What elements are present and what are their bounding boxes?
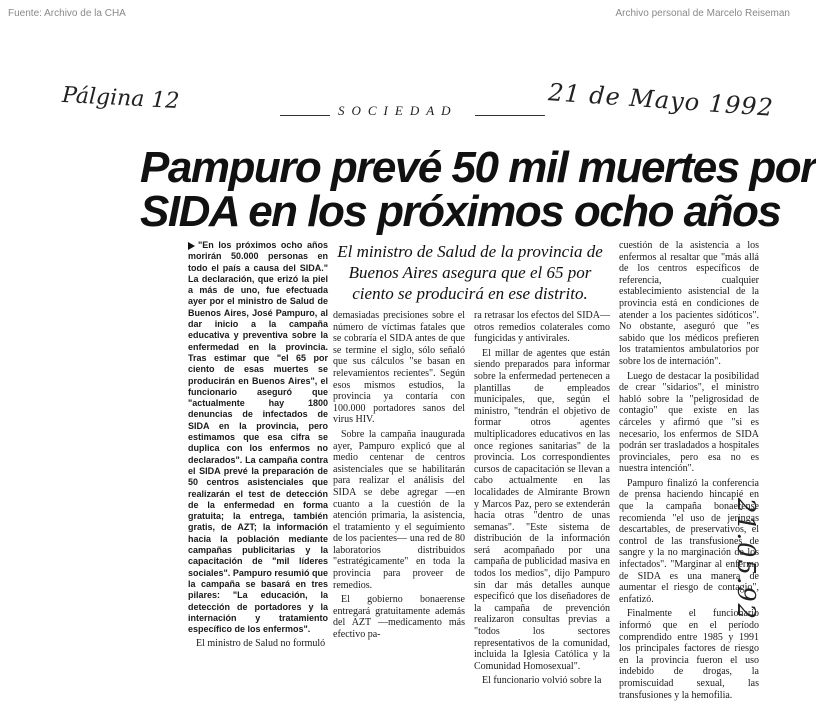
- paragraph: Sobre la campaña inaugurada ayer, Pampuro explicó que al medio centenar de centros asistenciales que se habilitarán para realizar el análisis del SIDA se debe agregar —en cuanto a la cuestión de la atención primaria, la asistencia, el tratamiento y el seguimiento de los pacientes— una red de 80 laboratorios distribuidos "estratégicamente" en toda la provincia para proveer de remedios.: [333, 428, 465, 591]
- headline-line-1: Pampuro prevé 50 mil muertes por: [140, 143, 816, 192]
- article-column-2: [333, 310, 465, 644]
- handwritten-side-date: 21.05.92: [732, 498, 760, 621]
- section-label: SOCIEDAD: [338, 103, 458, 118]
- paragraph: Pampuro finalizó la conferencia de prensa haciendo hincapié en que la campaña bonaerense recomienda "el uso de jeringas descartables, de preservativos, el control de las transfusiones de sangre y la no marginación de los infectados". "Marginar al enfermo de SIDA es una manera de aumentar el riesgo de contagio", enfatizó.: [619, 477, 759, 605]
- paragraph: Finalmente el funcionario informó que en el período comprendido entre 1985 y 1991 los principales factores de riesgo en la provincia fueron el uso indebido de drogas, la promiscuidad sexual, las transfusiones y la hemofilia.: [619, 608, 759, 701]
- paragraph: El ministro de Salud no formuló: [196, 638, 326, 650]
- section-rule-left: [280, 115, 330, 116]
- article-column-3: [474, 310, 610, 690]
- article-column-1: [188, 240, 328, 653]
- paragraph: demasiadas precisiones sobre el número de víctimas fatales que se cobraría el SIDA antes de que se termine el siglo, sólo señaló que sus cálculos "se basan en relevamientos recientes". Según esos mismos estudios, la provincia ya contaría con 100.000 portadores sanos del virus HIV.: [333, 310, 465, 426]
- paragraph: cuestión de la asistencia a los enfermos al resaltar que "más allá de los centros específicos de referencia, cualquier establecimiento asistencial de la provincia está en condiciones de atender a los pacientes sidóticos". No obstante, aseguró que "es sabido que los médicos prefieren los tratamientos ambulatorios por sobre los de internación".: [619, 240, 759, 367]
- subheadline: El ministro de Salud de la provincia de Buenos Aires asegura que el 65 por ciento se producirá en ese distrito.: [337, 242, 603, 303]
- handwritten-page-note: Pálgina 12: [61, 82, 180, 115]
- paragraph: El gobierno bonaerense entregará gratuitamente además del AZT —medicamento más efectivo pa-: [333, 594, 465, 641]
- paragraph: El funcionario volvió sobre la: [482, 675, 602, 687]
- paragraph-text: "En los próximos ocho años morirán 50.000 personas en todo el país a causa del SIDA." La declaración, que erizó la piel a más de uno, fue efectuada ayer por el ministro de Salud de Buenos Aires, José Pampuro, al dar inicio a la campaña educativa y preventiva sobre la enfermedad en la provincia. Tras estimar que "el 65 por ciento de esas muertes se producirán en Buenos Aires", el funcionario aseguró que "actualmente hay 1800 denuncias de infectados de SIDA en la provincia, pero estimamos que esa cifra se duplica con los enfermos no declarados". La campaña contra el SIDA prevé la preparación de 50 centros asistenciales que realizarán el test de detección de la enfermedad en forma gratuita; la entrega, también gratis, de AZT; la información hacia la población mediante campañas publicitarias y la capacitación de "mil líderes sociales". Pampuro resumió que la campaña se basará en tres pilares: "La educación, la detección de portadores y la internación y tratamiento específico de los enfermos".: [188, 240, 328, 635]
- headline-line-2: SIDA en los próximos ocho años: [140, 187, 781, 236]
- paragraph: El millar de agentes que están siendo preparados para informar sobre la enfermedad pertenecen a plantillas de empleados municipales, que, según el ministro, "tendrán el objetivo de formar otros agentes multiplicadores educativos en las once regiones sanitarias" de la provincia. Los correspondientes cursos de capacitación se llevan a cabo actualmente en las localidades de Almirante Brown y Marcos Paz, pero se extenderán hacia otras "dentro de unas semanas". "Este sistema de distribución de la información será acompañado por una campaña de publicidad masiva en todos los medios", dijo Pampuro sin dar más detalles aunque especificó que los diseñadores de la campaña de prevención realizaron consultas previas a "todos los sectores representativos de la comunidad, incluida la Iglesia Católica y la Comunidad Homosexual".: [474, 347, 610, 672]
- bullet-triangle-icon: [188, 242, 195, 250]
- source-caption: Fuente: Archivo de la CHA: [8, 8, 126, 19]
- handwritten-date: 21 de Mayo 1992: [547, 78, 775, 122]
- paragraph: ra retrasar los efectos del SIDA— otros remedios colaterales como fungicidas y antivirales.: [474, 310, 610, 345]
- archive-caption: Archivo personal de Marcelo Reiseman: [615, 8, 790, 19]
- section-rule-right: [475, 115, 545, 116]
- paragraph: [188, 240, 328, 635]
- paragraph: Luego de destacar la posibilidad de crear "sidarios", el ministro habló sobre la "peligrosidad de contagio" que existe en las cárceles y afirmó que "si es necesario, los enfermos de SIDA podrán ser trasladados a hospitales provinciales, pero esa no es nuestra intención".: [619, 370, 759, 475]
- article-column-4: [619, 240, 759, 704]
